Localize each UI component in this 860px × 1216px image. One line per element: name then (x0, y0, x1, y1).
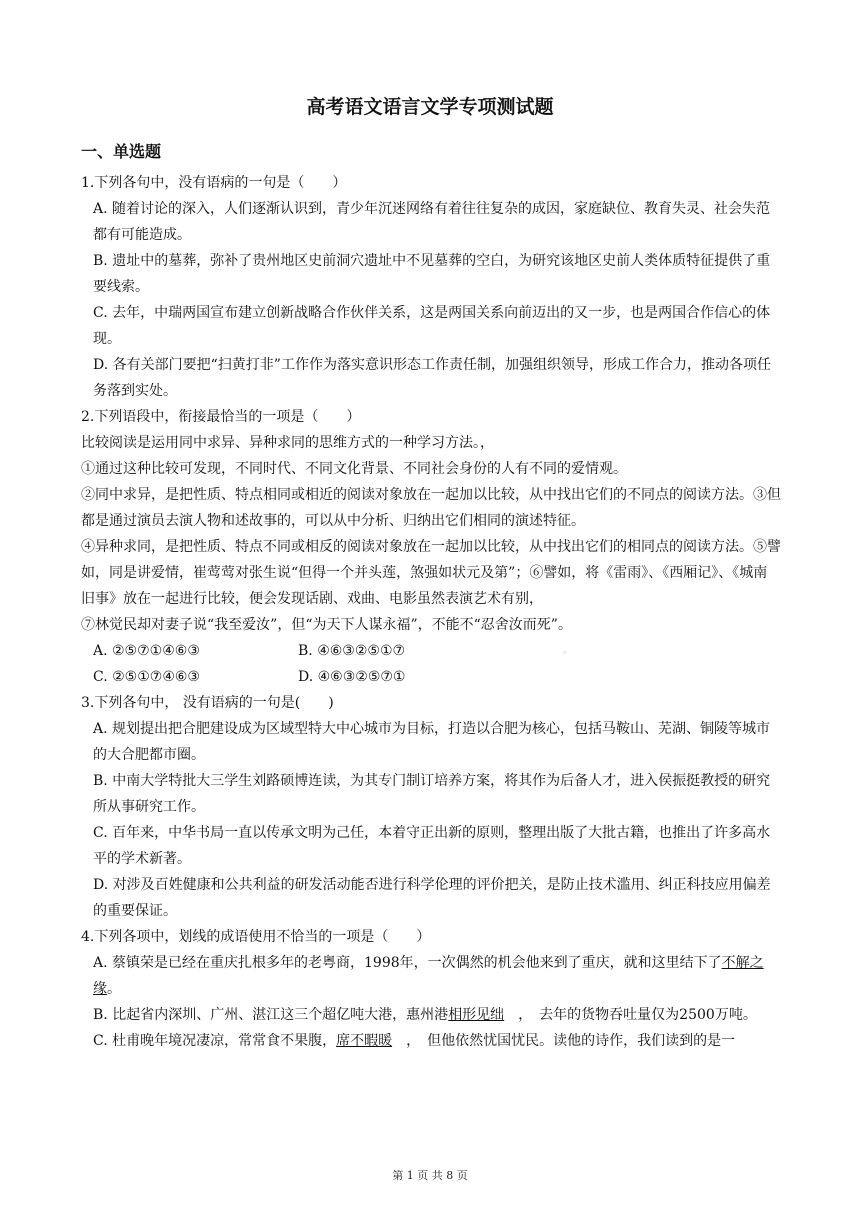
question-2-option-b: B. ④⑥③②⑤①⑦ (298, 643, 406, 659)
question-4-option-c-text: C. 杜甫晚年境况凄凉，常常食不果腹， (93, 1033, 337, 1049)
document-body (81, 170, 781, 1054)
question-4-option-a-end: 。 (107, 981, 121, 997)
question-1-option-b: B. 遗址中的墓葬，弥补了贵州地区史前洞穴遗址中不见墓葬的空白，为研究该地区史前人类体质特征提供了重要线索。 (93, 253, 771, 295)
question-2-sentence-1: ①通过这种比较可发现，不同时代、不同文化背景、不同社会身份的人有不同的爱情观。 (81, 461, 627, 477)
question-4-option-b-text: B. 比起省内深圳、广州、湛江这三个超亿吨大港，惠州港 (93, 1007, 449, 1023)
section-heading: 一、单选题 (81, 142, 162, 161)
question-2-options-row-2 (93, 664, 781, 690)
question-4-option-c (93, 1028, 781, 1054)
question-2-sentence-7: ⑦林觉民却对妻子说“我至爱汝”，但“为天下人谋永福”，不能不“忍舍汝而死”。 (81, 617, 572, 633)
question-4-option-c-underlined-idiom: 席不暇暖 (336, 1033, 393, 1049)
question-2-option-c: C. ②⑤①⑦④⑥③ (93, 669, 200, 685)
question-2-option-a: A. ②⑤⑦①④⑥③ (93, 643, 200, 659)
question-3-option-b: B. 中南大学特批大三学生刘路硕博连读，为其专门制订培养方案，将其作为后备人才，进入侯振挺教授的研究所从事研究工作。 (93, 773, 771, 815)
question-4-option-b (93, 1002, 781, 1028)
question-1-stem: 1.下列各句中，没有语病的一句是（ ） (81, 175, 347, 191)
question-2-options-row-1 (93, 638, 781, 664)
question-4-option-c-end: ， 但他依然忧国忧民。读他的诗作，我们读到的是一 (392, 1033, 736, 1049)
question-1-option-d: D. 各有关部门要把“扫黄打非”工作作为落实意识形态工作责任制，加强组织领导，形成工作合力，推动各项任务落到实处。 (93, 357, 771, 399)
question-2-intro: 比较阅读是运用同中求异、异种求同的思维方式的一种学习方法。， (81, 435, 494, 451)
question-4-option-a-text: A. 蔡镇荣是已经在重庆扎根多年的老粤商，1998年，一次偶然的机会他来到了重庆，就和这里结下了 (93, 955, 722, 971)
question-3-option-d: D. 对涉及百姓健康和公共利益的研发活动能否进行科学伦理的评价把关，是防止技术滥用、纠正科技应用偏差的重要保证。 (93, 877, 771, 919)
page-title: 高考语文语言文学专项测试题 (306, 96, 554, 118)
question-4-option-b-underlined-idiom: 相形见绌 (448, 1007, 505, 1023)
question-2-sentence-2: ②同中求异，是把性质、特点相同或相近的阅读对象放在一起加以比较，从中找出它们的不同点的阅读方法。③但都是通过演员去演人物和述故事的，可以从中分析、归纳出它们相同的演述特征。 (81, 487, 781, 529)
question-4-option-b-end: ， 去年的货物吞吐量仅为2500万吨。 (504, 1007, 757, 1023)
question-4-option-a (93, 950, 781, 1002)
question-2-stem: 2.下列语段中，衔接最恰当的一项是（ ） (81, 409, 361, 425)
question-2-sentence-4: ④异种求同，是把性质、特点不同或相反的阅读对象放在一起加以比较，从中找出它们的相同点的阅读方法。⑤譬如，同是讲爱情，崔莺莺对张生说“但得一个并头莲，煞强如状元及第”；⑥譬如，将《雷雨》、《西厢记》、《城南旧事》放在一起进行比较，便会发现话剧、戏曲、电影虽然表演艺术有别， (81, 539, 781, 607)
stray-mark: 。 (563, 645, 573, 656)
question-4-stem: 4.下列各项中，划线的成语使用不恰当的一项是（ ） (81, 929, 431, 945)
question-3-option-a: A. 规划提出把合肥建设成为区域型特大中心城市为目标，打造以合肥为核心，包括马鞍山、芜湖、铜陵等城市的大合肥都市圈。 (93, 721, 771, 763)
page-footer: 第 1 页 共 8 页 (392, 1169, 468, 1182)
question-4-option-a-underlined-idiom: 不解之缘 (93, 955, 764, 997)
question-2-option-d: D. ④⑥③②⑤⑦① (298, 669, 406, 685)
question-1-option-c: C. 去年，中瑞两国宣布建立创新战略合作伙伴关系，这是两国关系向前迈出的又一步，也是两国合作信心的体现。 (93, 305, 771, 347)
question-3-option-c: C. 百年来，中华书局一直以传承文明为己任，本着守正出新的原则，整理出版了大批古籍，也推出了许多高水平的学术新著。 (93, 825, 771, 867)
question-1-option-a: A. 随着讨论的深入，人们逐渐认识到，青少年沉迷网络有着往往复杂的成因，家庭缺位、教育失灵、社会失范都有可能造成。 (93, 201, 771, 243)
question-3-stem: 3.下列各句中， 没有语病的一句是( ) (81, 695, 334, 711)
